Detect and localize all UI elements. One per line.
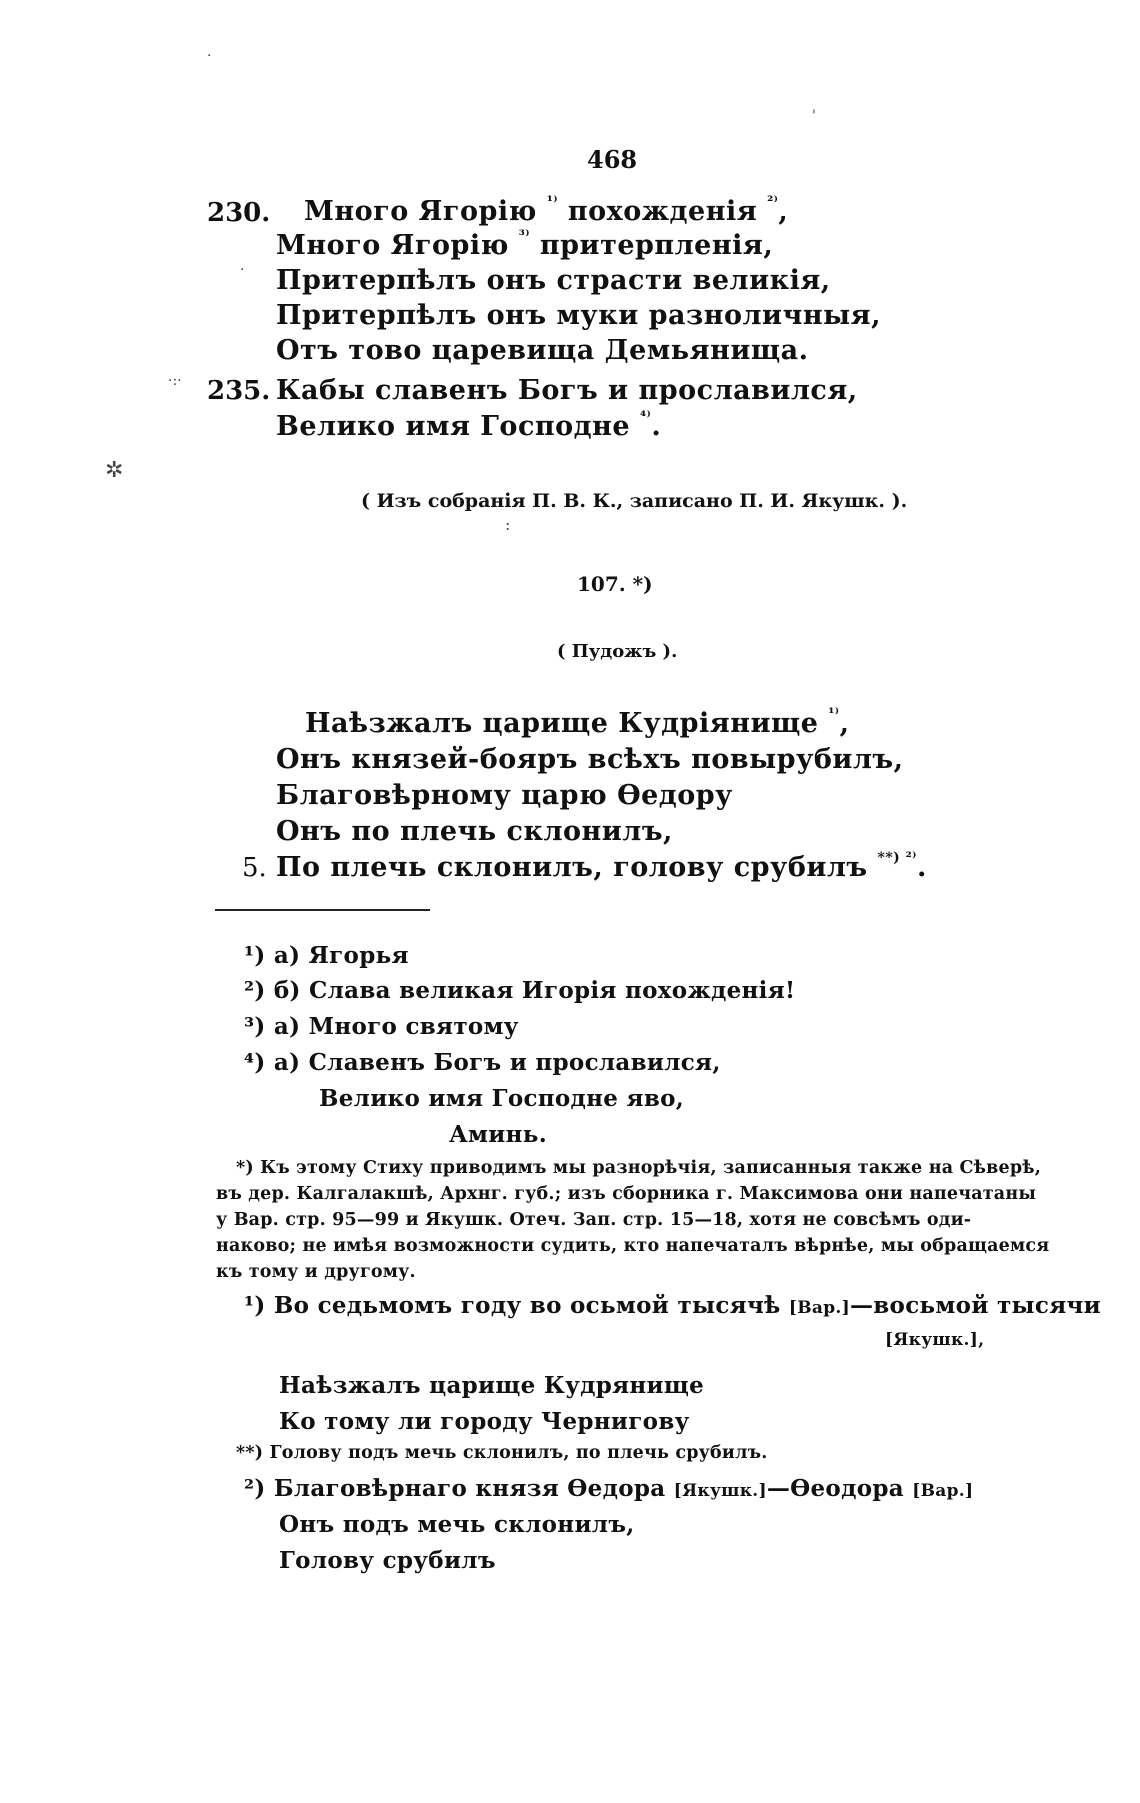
editorial-note-line: наково; не имѣя возможности судить, кто напечаталъ вѣрнѣе, мы обращаемся xyxy=(216,1236,1050,1256)
footnote: ³) а) Много святому xyxy=(244,1013,519,1040)
footnote: ²) б) Слава великая Игорія похожденія! xyxy=(244,977,796,1004)
footnote-line: Голову срубилъ xyxy=(279,1547,496,1574)
verse-number: 230. xyxy=(207,198,271,228)
footnote-line: Онъ подъ мечь склонилъ, xyxy=(279,1511,635,1538)
poem-number: 107. *) xyxy=(577,572,653,596)
verse-line: Отъ тово царевища Демьянища. xyxy=(276,335,809,366)
footnote: ¹) а) Ягорья xyxy=(244,942,409,969)
editorial-note-line: въ дер. Калгалакшѣ, Архнг. губ.; изъ сборника г. Максимова они напечатаны xyxy=(216,1184,1037,1204)
scan-speck: ·:· xyxy=(168,373,182,389)
scan-speck: ✲ xyxy=(105,458,124,483)
verse-number: 5. xyxy=(242,853,267,883)
footnote: ¹) Во седьмомъ году во осьмой тысячѣ [Вар.]—восьмой тысячи xyxy=(244,1292,1101,1319)
footnote-line: Ко тому ли городу Чернигову xyxy=(279,1408,690,1435)
scan-speck: ' xyxy=(812,108,816,124)
verse-line: Притерпѣлъ онъ страсти великія, xyxy=(276,265,831,296)
verse-line: Много Ягорію $^{^{3)}}$ притерпленія, xyxy=(276,228,774,261)
scan-speck: : xyxy=(505,515,511,534)
source-ref: [Якушк.], xyxy=(885,1330,985,1350)
editorial-note-line: *) Къ этому Стиху приводимъ мы разнорѣчія, записанныя также на Сѣверѣ, xyxy=(236,1158,1042,1178)
footnote: ⁴) а) Славенъ Богъ и прославился, xyxy=(244,1049,721,1076)
footnote-line: Аминь. xyxy=(449,1121,548,1148)
editorial-note-line: у Вар. стр. 95—99 и Якушк. Отеч. Зап. стр. 15—18, хотя не совсѣмъ оди- xyxy=(216,1210,972,1230)
poem-place: ( Пудожъ ). xyxy=(557,641,678,662)
footnote: ²) Благовѣрнаго князя Ѳедора [Якушк.]—Ѳеодора [Вар.] xyxy=(244,1475,974,1502)
verse-line: Наѣзжалъ царище Кудріянище $^{^{1)}}$, xyxy=(305,706,850,739)
verse-line: Велико имя Господне $^{^{4)}}$. xyxy=(276,409,662,442)
editorial-note-line: **) Голову подъ мечь склонилъ, по плечь срубилъ. xyxy=(236,1443,768,1463)
verse-line: По плечь склонилъ, голову срубилъ $^{**) ^{2)}}$. xyxy=(276,850,927,883)
verse-line: Притерпѣлъ онъ муки разноличныя, xyxy=(276,300,882,331)
footnote-rule xyxy=(215,909,430,911)
scan-speck: · xyxy=(207,48,212,64)
footnote-line: Велико имя Господне яво, xyxy=(319,1085,685,1112)
footnote-line: Наѣзжалъ царище Кудрянище xyxy=(279,1372,705,1399)
verse-line: Онъ по плечь склонилъ, xyxy=(276,816,673,847)
verse-number: 235. xyxy=(207,376,271,406)
scan-speck: · xyxy=(240,262,245,278)
verse-line: Кабы славенъ Богъ и прославился, xyxy=(276,375,858,406)
page-number: 468 xyxy=(587,145,638,174)
editorial-note-line: къ тому и другому. xyxy=(216,1262,416,1282)
verse-line: Онъ князей-бояръ всѣхъ повырубилъ, xyxy=(276,744,904,775)
verse-line: Благовѣрному царю Ѳедору xyxy=(276,780,733,811)
source-note: ( Изъ собранія П. В. К., записано П. И. Якушк. ). xyxy=(361,490,908,512)
verse-line: Много Ягорію $^{^{1)}}$ похожденія $^{^{2)}}$, xyxy=(304,194,789,227)
